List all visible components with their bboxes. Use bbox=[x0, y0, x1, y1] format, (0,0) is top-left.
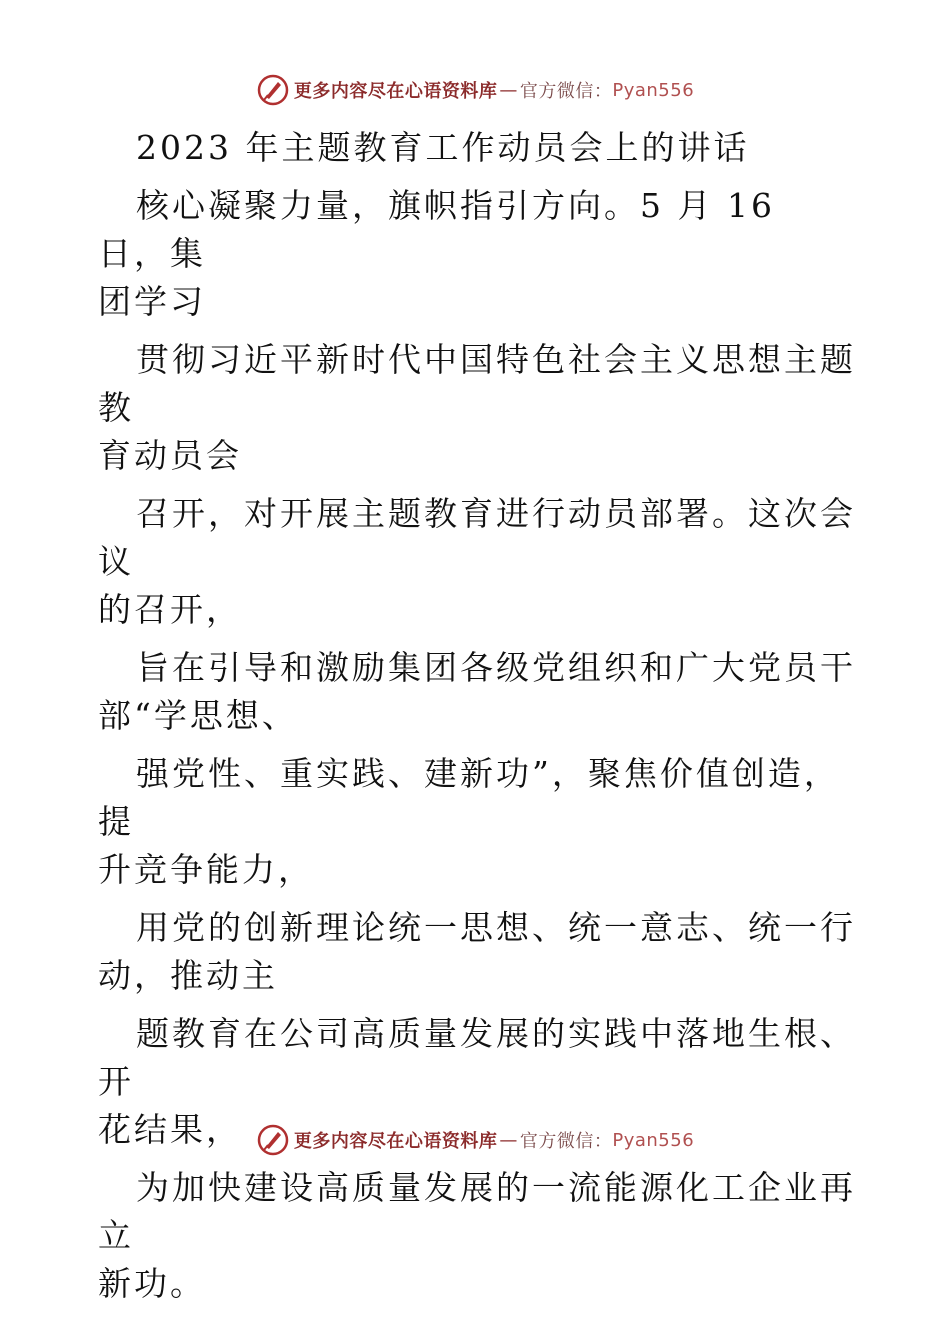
paragraph-line: 2023 年主题教育工作动员会上的讲话 bbox=[136, 128, 750, 167]
paragraph bbox=[98, 182, 858, 326]
paragraph-line: 贯彻习近平新时代中国特色社会主义思想主题教 bbox=[98, 340, 856, 427]
brand-text: 更多内容尽在心语资料库 bbox=[293, 1131, 498, 1152]
paragraph-line: 题教育在公司高质量发展的实践中落地生根、开 bbox=[98, 1014, 856, 1101]
paragraph-line: 核心凝聚力量，旗帜指引方向。5 月 16 日，集 bbox=[98, 186, 775, 273]
paragraph-line: 育动员会 bbox=[98, 436, 242, 475]
paragraph-line: 部“学思想、 bbox=[98, 696, 298, 735]
footer-watermark-banner bbox=[0, 1120, 950, 1160]
paragraph bbox=[98, 750, 858, 894]
quill-pen-logo-icon bbox=[256, 73, 290, 107]
paragraph-line: 用党的创新理论统一思想、统一意志、统一行 bbox=[136, 908, 856, 947]
paragraph-line: 花结果， bbox=[98, 1110, 242, 1149]
quill-pen-logo-icon bbox=[256, 1123, 290, 1157]
brand-dash: — bbox=[499, 1129, 518, 1151]
paragraph-line: 升竞争能力， bbox=[98, 850, 314, 889]
brand-dash: — bbox=[499, 79, 518, 101]
paragraph-line: 团学习 bbox=[98, 282, 206, 321]
wechat-id: Pyan556 bbox=[612, 1129, 695, 1151]
header-watermark-banner bbox=[0, 70, 950, 110]
wechat-label: 官方微信： bbox=[519, 81, 613, 102]
paragraph bbox=[98, 1164, 858, 1308]
paragraph-line: 新功。 bbox=[98, 1264, 206, 1303]
document-title bbox=[98, 124, 858, 172]
paragraph-line: 动，推动主 bbox=[98, 956, 278, 995]
paragraph bbox=[98, 644, 858, 740]
paragraph-line: 召开，对开展主题教育进行动员部署。这次会议 bbox=[98, 494, 856, 581]
paragraph-line: 旨在引导和激励集团各级党组织和广大党员干 bbox=[136, 648, 856, 687]
brand-text: 更多内容尽在心语资料库 bbox=[293, 81, 498, 102]
paragraph-line: 的召开， bbox=[98, 590, 242, 629]
paragraph-line: 强党性、重实践、建新功”，聚焦价值创造，提 bbox=[98, 754, 840, 841]
paragraph bbox=[98, 904, 858, 1000]
paragraph bbox=[98, 490, 858, 634]
wechat-label: 官方微信： bbox=[519, 1131, 613, 1152]
paragraph bbox=[98, 336, 858, 480]
wechat-id: Pyan556 bbox=[612, 79, 695, 101]
paragraph-line: 为加快建设高质量发展的一流能源化工企业再立 bbox=[98, 1168, 856, 1255]
